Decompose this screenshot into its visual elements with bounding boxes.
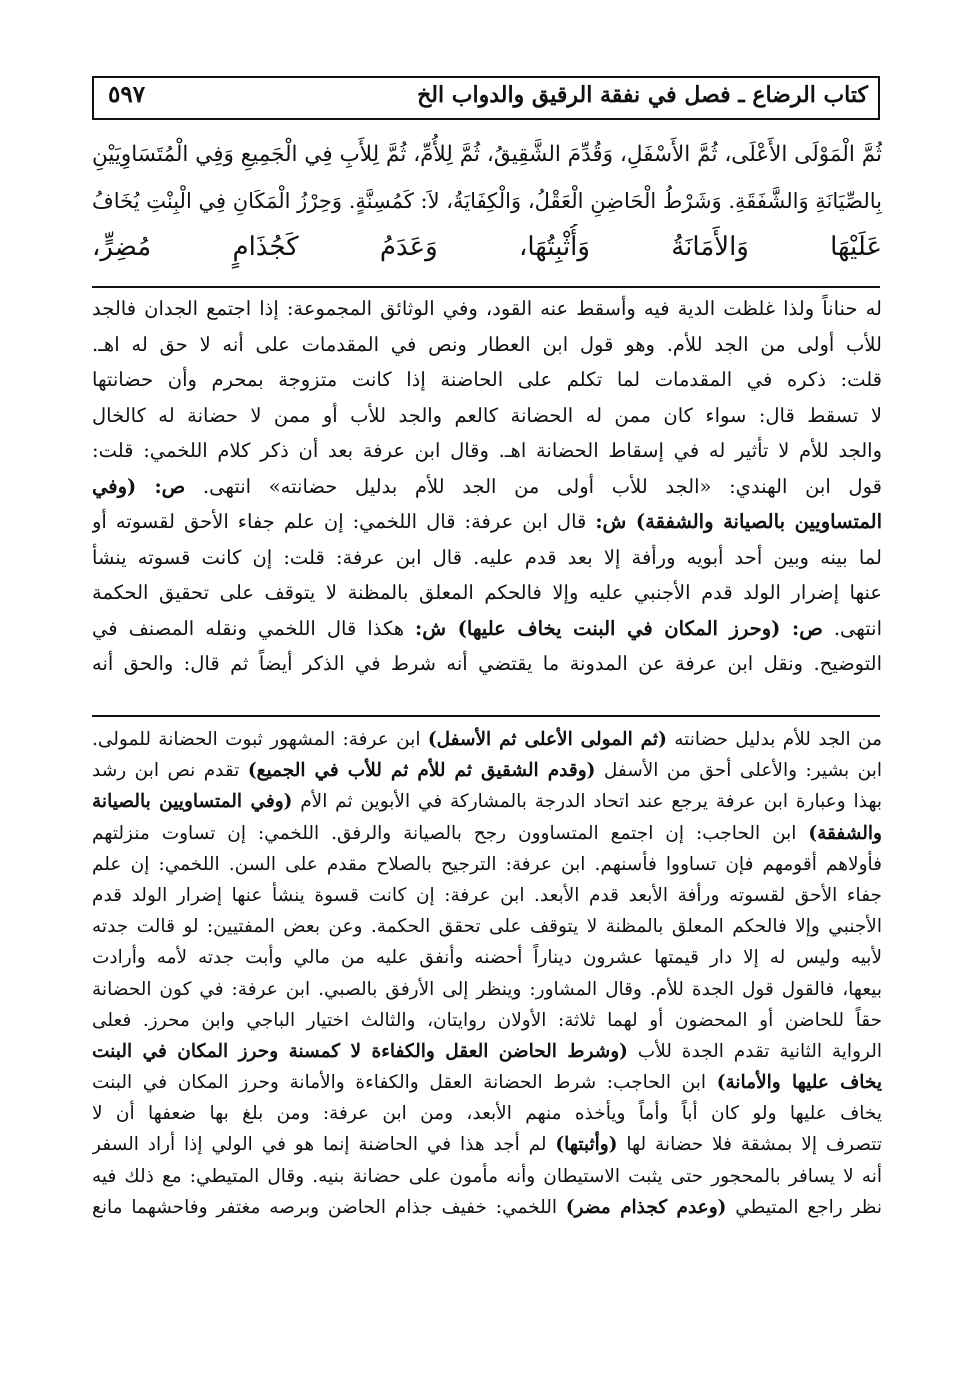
text-run: لم أجد هذا في الحاضنة إنما هو في الولي إذا أراد السفر [92,1134,556,1156]
text-run: جفاء الأحق لقسوته ورأفة الأبعد قدم الأبعد. ابن عرفة: إن كانت قسوة ينشأ عنها إضرار الولد قدم [92,884,882,906]
hashiya-line [92,786,882,817]
matn-line [92,224,882,270]
hashiya-line [92,755,882,786]
hashiya-line [92,1192,882,1223]
bold-quote: المتساويين بالصيانة والشفقة) ش: [595,510,882,533]
hashiya-line [92,974,882,1005]
bold-quote: (ثم المولى الأعلى ثم الأسفل) [427,729,667,750]
divider-sharh-hashiya [92,715,880,717]
sharh-line [92,398,882,434]
text-run: قلت: ذكره في المقدمات لما تكلم على الحاضنة إذا كانت متزوجة بمحرم وأن حضانتها [92,368,882,391]
text-run: بِالصِّيَانَةِ وَالشَّفَقَةِ. وَشَرْطُ الْحَاضِنِ الْعَقْلُ، وَالْكِفَايَةُ، لاَ: كَمُسِنَّةٍ. وَحِرْزُ الْمَكَانِ فِي الْبِنْتِ يُخَافُ [92,189,882,213]
text-run: يخاف عليها ولو كان أباً وأماً ويأخذه منهم الأبعد، ومن ابن عرفة: ومن بلغ بها ضعفها أن لا [92,1103,882,1125]
text-run: ابن بشير: والأعلى أحق من الأسفل [595,760,882,782]
text-run: قال ابن عرفة: قال اللخمي: إن علم جفاء الأحق لقسوته أو [92,510,596,533]
hashiya-line [92,911,882,942]
text-run: حقاً للحاضن أو المحضون أو لهما ثلاثة: الأولان روايتان، والثالث اختيار الباجي وابن محرز. فعلى [92,1009,882,1031]
sharh-line [92,611,882,647]
hashiya-line [92,1098,882,1129]
text-run: ابن عرفة: المشهور ثبوت الحضانة للمولى. [92,729,428,750]
text-run: قول ابن الهندي: «الجد للأب أولى من الجد للأم بدليل حضانته» انتهى. [185,474,882,498]
text-run: والجد للأم لا تأثير له في إسقاط الحضانة اهـ. وقال ابن عرفة بعد أن ذكر كلام اللخمي: قلت: [92,439,882,462]
running-title: كتاب الرضاع ـ فصل في نفقة الرقيق والدواب الخ [417,82,868,108]
bold-quote: (وفي المتساويين بالصيانة [92,791,293,813]
text-run: تقدم نص ابن رشد [92,760,248,782]
matn-line [92,178,882,224]
bold-quote: (وقدم الشقيق ثم للأم ثم للأب في الجميع) [247,760,596,782]
bold-quote: يخاف عليها والأمانة) [716,1072,882,1094]
text-run: اللخمي: خفيف جذام الحاضن وبرصه مغتفر وفاحشهما مانع [92,1196,566,1218]
text-run: ثُمَّ الْمَوْلَى الأَعْلَى، ثُمَّ الأَسْفَلِ، وَقُدِّمَ الشَّقِيقُ، ثُمَّ لِلأُمِّ، ثُمَّ لِلأَبِ فِي الْجَمِيعِ وَفِي الْمُتَسَاوِيَيْنِ [92,142,882,167]
text-run: ابن الحاجب: شرط الحضانة العقل والكفاءة والأمانة وحرز المكان في البنت [92,1072,717,1094]
text-run: له حناناً ولذا غلظت الدية فيه وأسقط عنه القود، وفي الوثائق المجموعة: إذا اجتمع الجدان فالجد [92,297,882,320]
sharh-line [92,646,882,682]
text-run: ابن الحاجب: إن اجتمع المتساوون رجح بالصيانة والرفق. اللخمي: إن تساوت منزلتهم [92,822,809,844]
text-run: لما بينه وبين أحد أبويه ورأفة إلا بعد قدم عليه. قال ابن عرفة: قلت: إن كانت قسوته ينشأ [92,545,882,569]
hashiya-line [92,724,882,755]
bold-quote: والشفقة) [808,822,882,844]
hashiya-line [92,942,882,973]
text-run: الأجنبي وإلا فالحكم المعلق بالمظنة لا يتوقف على تحقق الحكمة. وعن بعض المفتيين: لو قالت جدته [92,916,882,938]
hashiya-line [92,880,882,911]
text-run: التوضيح. ونقل ابن عرفة عن المدونة ما يقتضي أنه شرط في الذكر أيضاً ثم قال: والحق أنه [92,652,882,675]
hashiya-line [92,818,882,849]
page-number: ٥٩٧ [108,81,146,108]
hashiya-line [92,1129,882,1160]
sharh-line [92,469,882,505]
text-run: فأولاهم أقومهم فإن تساووا فأسنهم. ابن عرفة: الترجيح بالصلاح مقدم على السن. اللخمي: إن علم [92,853,882,875]
divider-matn-sharh [92,286,880,288]
sharh-line [92,327,882,363]
bold-quote: ص: (وفي [92,474,186,498]
text-run: عَلَيْهَا وَالأَمَانَةُ وَأُثْبِتُهَا، وَعَدَمُ كَجُذَامٍ مُضِرٍّ، [92,232,882,262]
sharh-line [92,433,882,469]
sharh-line [92,291,882,327]
text-run: نظر راجع المتيطي [726,1196,882,1218]
hashiya-line [92,1036,882,1067]
sharh-line [92,540,882,576]
sharh-line [92,504,882,540]
text-run: الرواية الثانية تقدم الجدة للأب [627,1040,882,1062]
hashiya-line [92,1005,882,1036]
matn-section [92,132,882,270]
sharh-section [92,291,882,682]
text-run: تتصرف إلا بمشقة فلا حضانة لها [617,1134,882,1156]
text-run: عنها إضرار الولد قدم الأجنبي عليه وإلا فالحكم المعلق بالمظنة لا يتوقف على تحقيق الحكمة [92,581,882,604]
text-run: لا تسقط قال: سواء كان ممن له الحضانة كالعم والجد للأب أو ممن لا حضانة له كالخال [92,403,882,427]
hashiya-line [92,849,882,880]
page-header [92,76,880,120]
bold-quote: (وشرط الحاضن العقل والكفاءة لا كمسنة وحرز المكان في البنت [92,1040,628,1062]
text-run: لأبيه وليس له إلا دار قيمتها عشرون ديناراً أحضنه وأنفق عليه من مالي وأبت جدته لأمه وأرادت [92,947,882,969]
text-run: هكذا قال اللخمي ونقله المصنف في [92,616,416,640]
bold-quote: (وعدم كجذام مضر) [565,1196,727,1218]
text-run: انتهى. [822,616,882,640]
hashiya-line [92,1067,882,1098]
hashiya-section [92,724,882,1223]
matn-line [92,132,882,178]
text-run: أنه لا يسافر بالمحجور حتى يثبت الاستيطان وأنه مأمون على حضانة بنيه. وقال المتيطي: مع ذلك فيه [92,1165,882,1187]
text-run: للأب أولى من الجد للأم. وهو قول ابن العطار ونص في المقدمات على أنه لا حق له اهـ. [92,332,882,356]
text-run: من الجد للأم بدليل حضانته [666,729,882,750]
text-run: بيعها، فالقول قول الجدة للأم. وقال المشاور: وينظر إلى الأرفق بالصبي. ابن عرفة: في كون الحضانة [92,978,882,1000]
bold-quote: (وأثبتها) [555,1134,618,1156]
text-run: بهذا وعبارة ابن عرفة يرجع عند اتحاد الدرجة بالمشاركة في الأبوين ثم الأم [292,791,882,813]
sharh-line [92,575,882,611]
bold-quote: ص: (وحرز المكان في البنت يخاف عليها) ش: [415,616,823,640]
hashiya-line [92,1161,882,1192]
sharh-line [92,362,882,398]
